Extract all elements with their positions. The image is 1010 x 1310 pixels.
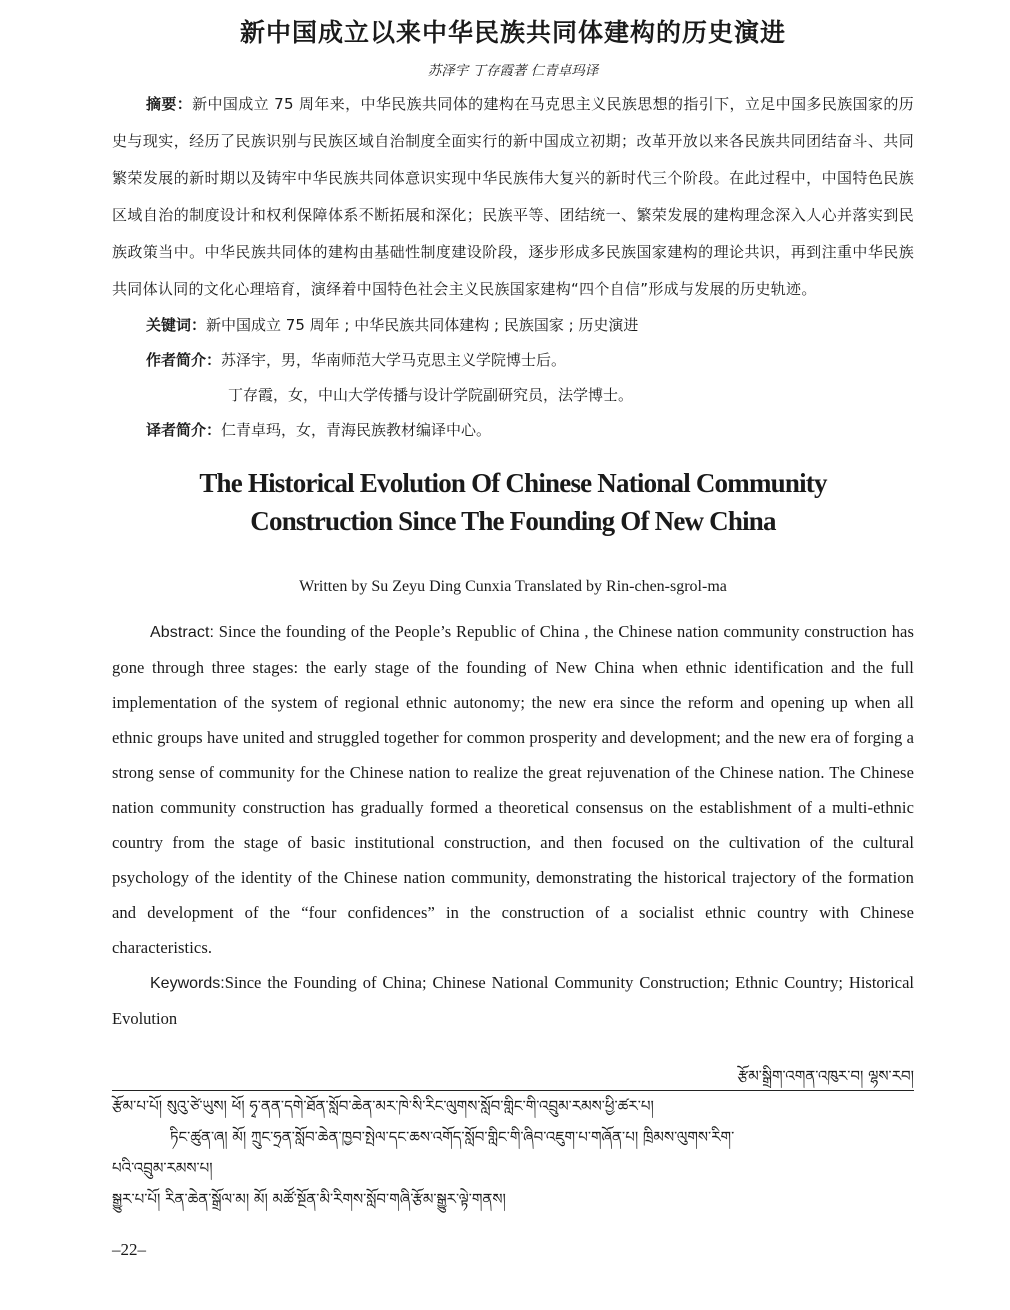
tibetan-editor-credit: རྩོམ་སྒྲིག་འགན་འཁུར་བ། ལྷས་རབ།: [737, 1067, 914, 1085]
tibetan-author-line-1: རྩོམ་པ་པོ། སུའུ་ཙེ་ཡུས། ཕོ། ཧྭ་ནན་དགེ་ཐོན་སློབ་ཆེན་མར་ཁེ་སི་རིང་ལུགས་སློབ་གླིང་གི་འབྲུམ་རམས་ཕྱི་ཚར་པ།: [112, 1097, 654, 1115]
english-title: [112, 464, 914, 540]
english-abstract: [112, 614, 914, 965]
tibetan-author-line-3: པའི་འབྲུམ་རམས་པ།: [112, 1159, 213, 1177]
article-page: [112, 12, 914, 1036]
chinese-author-intro-label: 作者简介：: [146, 351, 222, 369]
chinese-translator-intro: [112, 413, 914, 448]
chinese-author-intro-second: 丁存霞，女，中山大学传播与设计学院副研究员，法学博士。: [228, 386, 634, 404]
english-keywords-text: Since the Founding of China; Chinese National Community Construction; Ethnic Country; Historical Evolution: [112, 973, 914, 1028]
chinese-keywords-text: 新中国成立 75 周年 ; 中华民族共同体建构 ; 民族国家 ; 历史演进: [206, 316, 639, 334]
page-number: –22–: [112, 1240, 146, 1259]
tibetan-footnote-block: [112, 1062, 914, 1215]
english-abstract-text: Since the founding of the People’s Republic of China , the Chinese nation community construction has gone through three stages: the early stage of the founding of New China when ethnic identification and the full implementation of the system of regional ethnic autonomy; the new era since the reform and opening up when all ethnic groups have united and struggled together for common prosperity and development; and the new era of forging a strong sense of community for the Chinese nation to realize the great rejuvenation of the Chinese nation. The Chinese nation community construction has gradually formed a theoretical consensus on the establishment of a multi-ethnic country from the stage of basic institutional construction, and then focused on the cultivation of the cultural psychology of the identity of the Chinese nation community, demonstrating the historical trajectory of the formation and development of the “four confidences” in the construction of a socialist ethnic country with Chinese characteristics.: [112, 622, 914, 957]
tibetan-translator-line: སྒྱུར་པ་པོ། རིན་ཆེན་སྒྲོལ་མ། མོ། མཚོ་སྔོན་མི་རིགས་སློབ་གཞི་རྩོམ་སྒྱུར་ལྟེ་གནས།: [112, 1190, 506, 1208]
chinese-author-intro: [112, 343, 914, 378]
chinese-authors: 苏泽宇 丁存霞著 仁青卓玛译: [427, 63, 599, 79]
chinese-abstract: [112, 86, 914, 308]
chinese-translator-text: 仁青卓玛，女，青海民族教材编译中心。: [221, 421, 492, 439]
tibetan-author-line-2: ཏིང་ཚུན་ཞ། མོ། ཀྲུང་ཧྲན་སློབ་ཆེན་ཁྱབ་སྤེལ་དང་ཆས་འགོད་སློབ་གླིང་གི་ཞིབ་འཇུག་པ་གཞོན་པ། ཁྲིམས་ལུགས་རིག་: [170, 1128, 735, 1146]
chinese-abstract-text: 新中国成立 75 周年来，中华民族共同体的建构在马克思主义民族思想的指引下，立足中国多民族国家的历史与现实，经历了民族识别与民族区域自治制度全面实行的新中国成立初期；改革开放以来各民族共同团结奋斗、共同繁荣发展的新时期以及铸牢中华民族共同体意识实现中华民族伟大复兴的新时代三个阶段。在此过程中，中国特色民族区域自治的制度设计和权利保障体系不断拓展和深化；民族平等、团结统一、繁荣发展的建构理念深入人心并落实到民族政策当中。中华民族共同体的建构由基础性制度建设阶段，逐步形成多民族国家建构的理论共识，再到注重中华民族共同体认同的文化心理培育，演绎着中国特色社会主义民族国家建构“四个自信”形成与发展的历史轨迹。: [112, 95, 915, 298]
chinese-author-intro-1: 苏泽宇，男，华南师范大学马克思主义学院博士后。: [221, 351, 567, 369]
chinese-keywords: [112, 308, 914, 343]
chinese-title: 新中国成立以来中华民族共同体建构的历史演进: [239, 18, 786, 47]
english-abstract-label: Abstract:: [150, 624, 215, 641]
english-keywords-label: Keywords:: [150, 975, 225, 992]
english-authors: Written by Su Zeyu Ding Cunxia Translated by Rin-chen-sgrol-ma: [299, 578, 727, 595]
chinese-abstract-label: 摘要：: [146, 95, 193, 113]
english-title-line2: Construction Since The Founding Of New China: [250, 506, 776, 536]
english-title-line1: The Historical Evolution Of Chinese National Community: [199, 468, 827, 498]
chinese-keywords-label: 关键词：: [146, 316, 207, 334]
chinese-translator-label: 译者简介：: [146, 421, 222, 439]
english-keywords: [112, 965, 914, 1036]
